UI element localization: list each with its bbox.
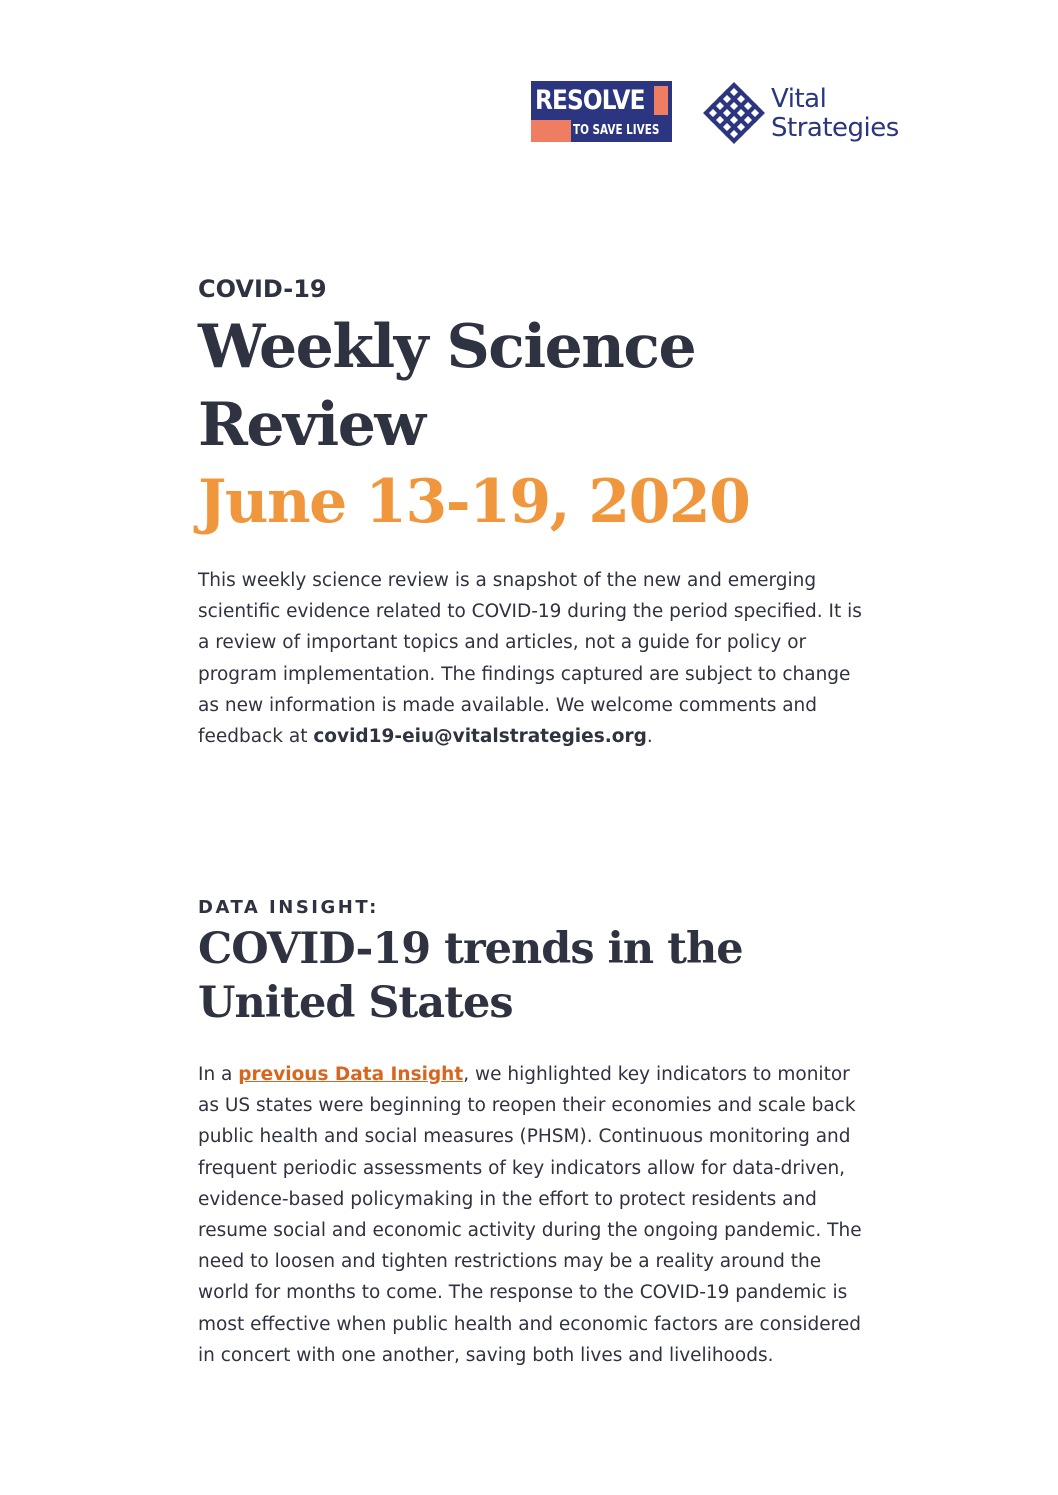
resolve-logo-top [531, 81, 672, 120]
intro-paragraph [198, 565, 863, 752]
section-label: DATA INSIGHT: [198, 897, 379, 918]
eyebrow-label: COVID-19 [198, 275, 327, 303]
page-title-line-1: Weekly Science [198, 312, 696, 382]
page-title-line-2: Review [198, 390, 425, 460]
resolve-logo-top-text: RESOLVE [535, 85, 645, 116]
contact-email: covid19-eiu@vitalstrategies.org [313, 726, 647, 748]
vital-logo-word-1: Vital [771, 84, 827, 114]
vital-logo-word-2: Strategies [771, 113, 899, 143]
body-rest: , we highlighted key indicators to monitor as US states were beginning to reopen their economies and scale back public health and social measures (PHSM). Continuous monitoring and frequent periodic assessments of key indicators allow for data-driven, evidence-based policymaking in the effort to protect residents and resume social and economic activity during the ongoing pandemic. The need to loosen and tighten restrictions may be a reality around the world for months to come. The response to the COVID-19 pandemic is most effective when public health and economic factors are considered in concert with one another, saving both lives and livelihoods. [198, 1064, 862, 1366]
vital-strategies-mark-icon [703, 82, 765, 144]
section-title: COVID-19 trends in the United States [198, 924, 743, 1028]
previous-data-insight-link[interactable]: previous Data Insight [238, 1064, 464, 1085]
resolve-logo-salmon-block [531, 120, 571, 142]
resolve-to-save-lives-logo [531, 81, 672, 142]
vital-strategies-logo [703, 82, 913, 146]
body-start: In a [198, 1064, 239, 1085]
section-body-paragraph [198, 1059, 863, 1371]
resolve-logo-accent-bar [654, 86, 668, 115]
resolve-logo-bottom [531, 120, 672, 142]
intro-end: . [646, 726, 653, 748]
intro-text: This weekly science review is a snapshot of the new and emerging scientific evidence related to COVID-19 during the period specified. It is a review of important topics and articles, not a guide for policy or program implementation. The findings captured are subject to change as new information is made available. We welcome comments and feedback at [198, 570, 862, 748]
resolve-logo-bottom-text: TO SAVE LIVES [573, 123, 660, 138]
review-date: June 13-19, 2020 [198, 467, 750, 537]
resolve-logo-navy-block [571, 120, 672, 142]
